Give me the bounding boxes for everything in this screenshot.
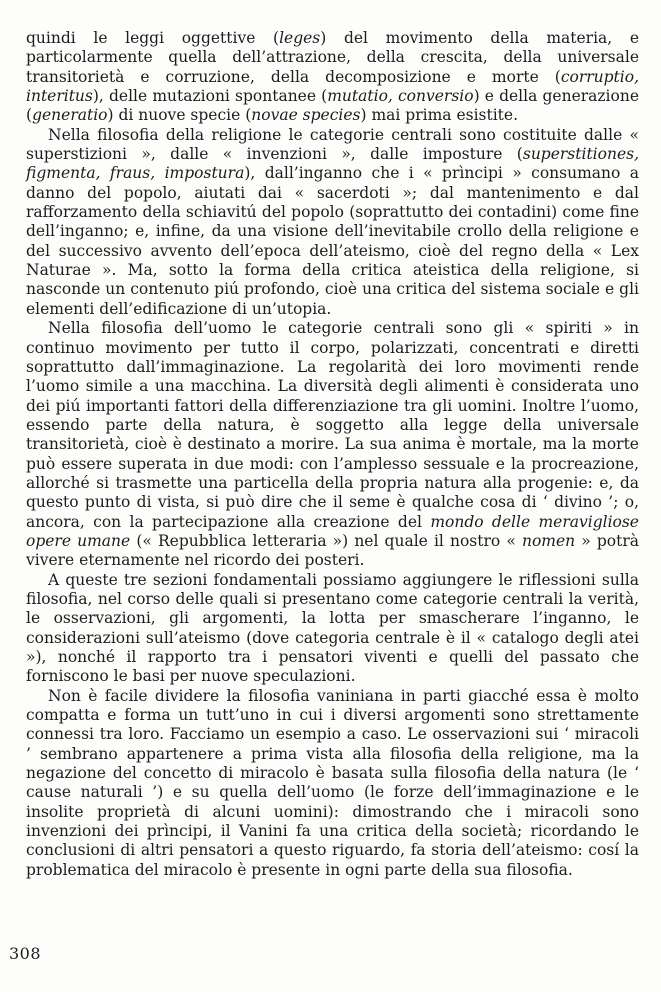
text-run: ) e della generazione ( bbox=[26, 87, 639, 125]
text-run: (« Repubblica letteraria ») nel quale il nostro « bbox=[130, 531, 522, 550]
italic-term: nomen bbox=[521, 531, 576, 550]
italic-term: superstitiones, figmenta, fraus, impostura bbox=[26, 145, 639, 183]
text-run: Nella filosofia dell’uomo le categorie centrali sono gli « spiriti » in continuo movimento per tutto il corpo, polarizzati, concentrati e diretti soprattutto dall’immaginazione. La regolarità dei loro movimenti rende l’uomo simile a una macchina. La diversità degli alimenti è considerata uno dei piú importanti fattori della differenziazione tra gli uomini. Inoltre l’uomo, essendo parte della natura, è soggetto alla legge della universale transitorietà, cioè è destinato a morire. La sua anima è mortale, ma la morte può essere superata in due modi: con l’amplesso sessuale e la procreazione, allorché si trasmette una particella della propria natura alla progenie: e, da questo punto di vista, si può dire che il seme è qualche cosa di ‘ divino ’; o, ancora, con la partecipazione alla creazione del bbox=[26, 319, 639, 531]
text-run: A queste tre sezioni fondamentali possiamo aggiungere le riflessioni sulla filosofia, nel corso delle quali si presentano come categorie centrali la verità, le osservazioni, gli argomenti, la lotta per smascherare l’inganno, le considerazioni sull’ateismo (dove categoria centrale è il « catalogo degli atei »), nonché il rapporto tra i pensatori viventi e quelli del passato che forniscono le basi per nuove speculazioni. bbox=[26, 570, 639, 686]
italic-term: novae species bbox=[251, 106, 361, 125]
text-run: ), dall’inganno che i « prìncipi » consumano a danno del popolo, aiutati dai « sacerdoti »; dal mantenimento e dal rafforzamento della schiavitú del popolo (soprattutto dei contadini) come fine dell’inganno; e, infine, da una visione dell’inevitabile crollo della religione e del successivo avvento dell’epoca dell’ateismo, cioè del regno della « Lex Naturae ». Ma, sotto la forma della critica ateistica della religione, si nasconde un contenuto piú profondo, cioè una critica del sistema sociale e gli elementi dell’edificazione di un’utopia. bbox=[26, 164, 639, 318]
paragraph bbox=[26, 319, 639, 570]
paragraph bbox=[26, 687, 639, 880]
text-run: ) del movimento della materia, e particolarmente quella dell’attrazione, della crescita, della universale transitorietà e corruzione, della decomposizione e morte ( bbox=[26, 29, 639, 86]
page-number: 308 bbox=[9, 944, 42, 963]
text-run: ) mai prima esistite. bbox=[360, 106, 519, 125]
text-run: ) di nuove specie ( bbox=[107, 106, 252, 125]
text-run: Non è facile dividere la filosofia vaniniana in parti giacché essa è molto compatta e forma un tutt’uno in cui i diversi argomenti sono strettamente connessi tra loro. Facciamo un esempio a caso. Le osservazioni sui ‘ miracoli ’ sembrano appartenere a prima vista alla filosofia della religione, ma la negazione del concetto di miracolo è basata sulla filosofia della natura (le ‘ cause naturali ’) e su quella dell’uomo (le forze dell’immaginazione e le insolite proprietà di alcuni uomini): dimostrando che i miracoli sono invenzioni dei prìncipi, il Vanini fa una critica della società; ricordando le conclusioni di altri pensatori a questo riguardo, fa storia dell’ateismo: cosí la problematica del miracolo è presente in ogni parte della sua filosofia. bbox=[26, 686, 639, 879]
text-run: Nella filosofia della religione le categorie centrali sono costituite dalle « superstizioni », dalle « invenzioni », dalle imposture ( bbox=[26, 125, 639, 164]
paragraph bbox=[26, 571, 639, 687]
italic-term: mutatio, conversio bbox=[327, 87, 474, 106]
paragraph bbox=[26, 126, 639, 319]
italic-term: corruptio, interitus bbox=[26, 67, 639, 106]
body-text bbox=[26, 29, 639, 880]
text-run: ), delle mutazioni spontanee ( bbox=[92, 87, 328, 106]
paragraph bbox=[26, 29, 639, 126]
text-run: » potrà vivere eternamente nel ricordo dei posteri. bbox=[26, 531, 639, 570]
italic-term: mondo delle meravigliose opere umane bbox=[26, 512, 639, 550]
italic-term: generatio bbox=[32, 106, 108, 125]
text-run: quindi le leggi oggettive ( bbox=[26, 29, 280, 47]
italic-term: leges bbox=[279, 29, 321, 47]
